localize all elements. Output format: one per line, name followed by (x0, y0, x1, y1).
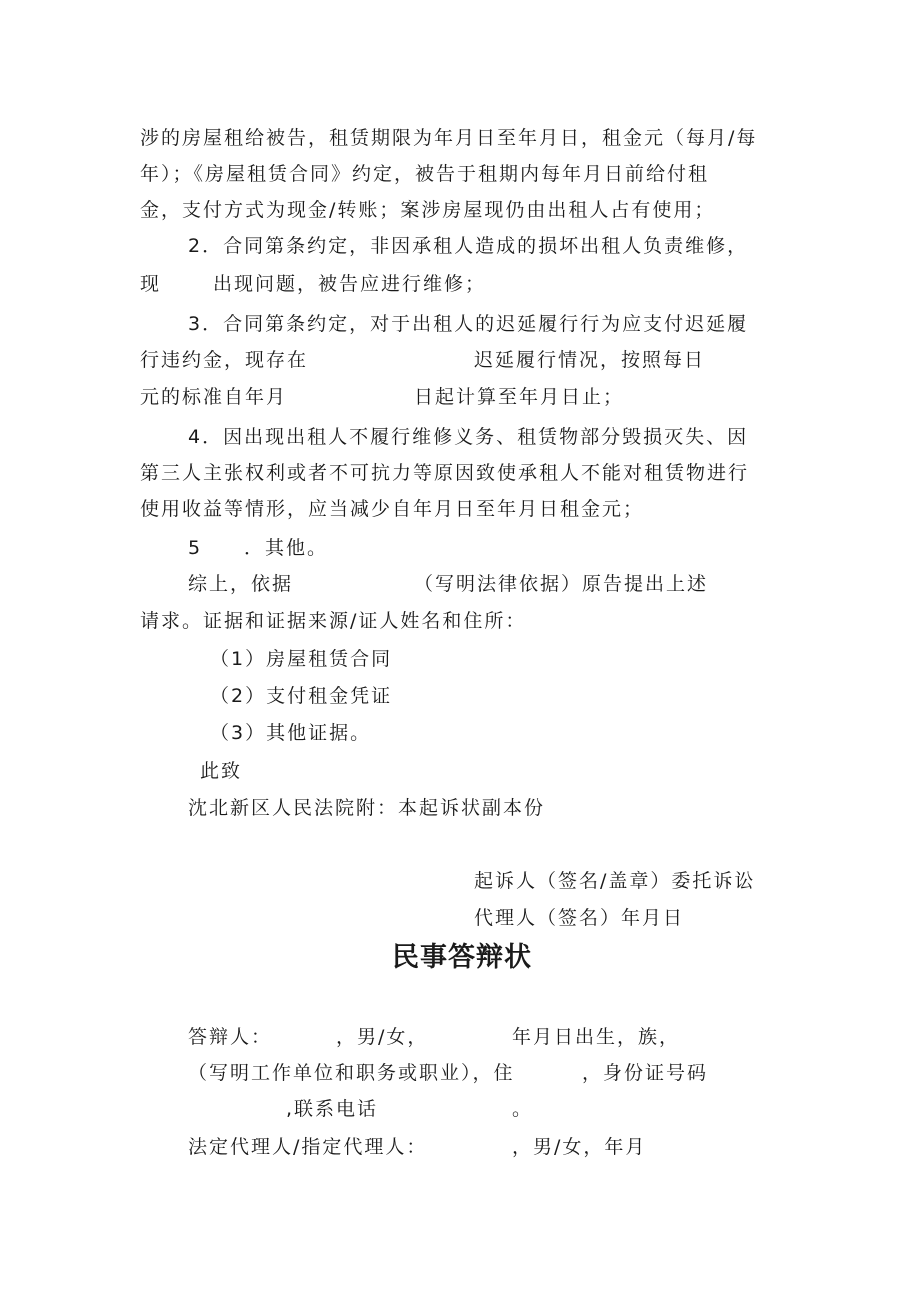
text-line: 第三人主张权利或者不可抗力等原因致使承租人不能对租赁物进行 (140, 462, 750, 484)
text-line: 此致 (200, 760, 243, 782)
text-line: 4．因出现出租人不履行维修义务、租赁物部分毁损灭失、因 (188, 426, 749, 448)
text-line: 迟延履行情况，按照每日 (474, 349, 706, 371)
text-line: 答辩人： (188, 1026, 273, 1048)
text-line: 法定代理人/指定代理人： (188, 1136, 428, 1158)
text-line: （写明工作单位和职务或职业），住 (188, 1062, 515, 1084)
text-line: ,联系电话 (286, 1098, 379, 1120)
text-line: 沈北新区人民法院附：本起诉状副本份 (188, 797, 546, 819)
text-line: 日起计算至年月日止； (414, 386, 625, 408)
signature-line: 代理人（签名）年月日 (474, 907, 685, 929)
text-line: ，男/女， (336, 1026, 429, 1048)
signature-line: 起诉人（签名/盖章）委托诉讼 (474, 870, 756, 892)
text-line: 综上，依据 (188, 573, 294, 595)
document-title: 民事答辩状 (392, 942, 532, 973)
text-line: 涉的房屋租给被告，租赁期限为年月日至年月日，租金元（每月/每 (140, 127, 758, 149)
text-line: 2．合同第条约定，非因承租人造成的损坏出租人负责维修， (188, 235, 749, 257)
text-line: 5 (188, 537, 203, 559)
text-line: 。 (512, 1098, 534, 1120)
text-line: 元的标准自年月 (140, 386, 288, 408)
text-line: ，身份证号码 (582, 1062, 709, 1084)
text-line: 使用收益等情形，应当减少自年月日至年月日租金元； (140, 498, 645, 520)
text-line: 3．合同第条约定，对于出租人的迟延履行行为应支付迟延履 (188, 313, 749, 335)
text-line: 年）；《房屋租赁合同》约定，被告于租期内每年月日前给付租 (140, 163, 710, 185)
evidence-item: （1）房屋租赁合同 (210, 648, 393, 670)
text-line: （写明法律依据）原告提出上述 (414, 573, 709, 595)
evidence-item: （2）支付租金凭证 (210, 685, 393, 707)
text-line: 行违约金，现存在 (140, 349, 309, 371)
evidence-item: （3）其他证据。 (210, 722, 372, 744)
text-line: 金，支付方式为现金/转账；案涉房屋现仍由出租人占有使用； (140, 199, 716, 221)
text-line: 出现问题，被告应进行维修； (213, 273, 487, 295)
text-line: 请求。证据和证据来源/证人姓名和住所： (140, 610, 527, 632)
text-line: ．其他。 (244, 537, 329, 559)
text-line: 现 (140, 273, 162, 295)
text-line: 年月日出生，族， (512, 1026, 681, 1048)
text-line: ，男/女，年月 (512, 1136, 647, 1158)
